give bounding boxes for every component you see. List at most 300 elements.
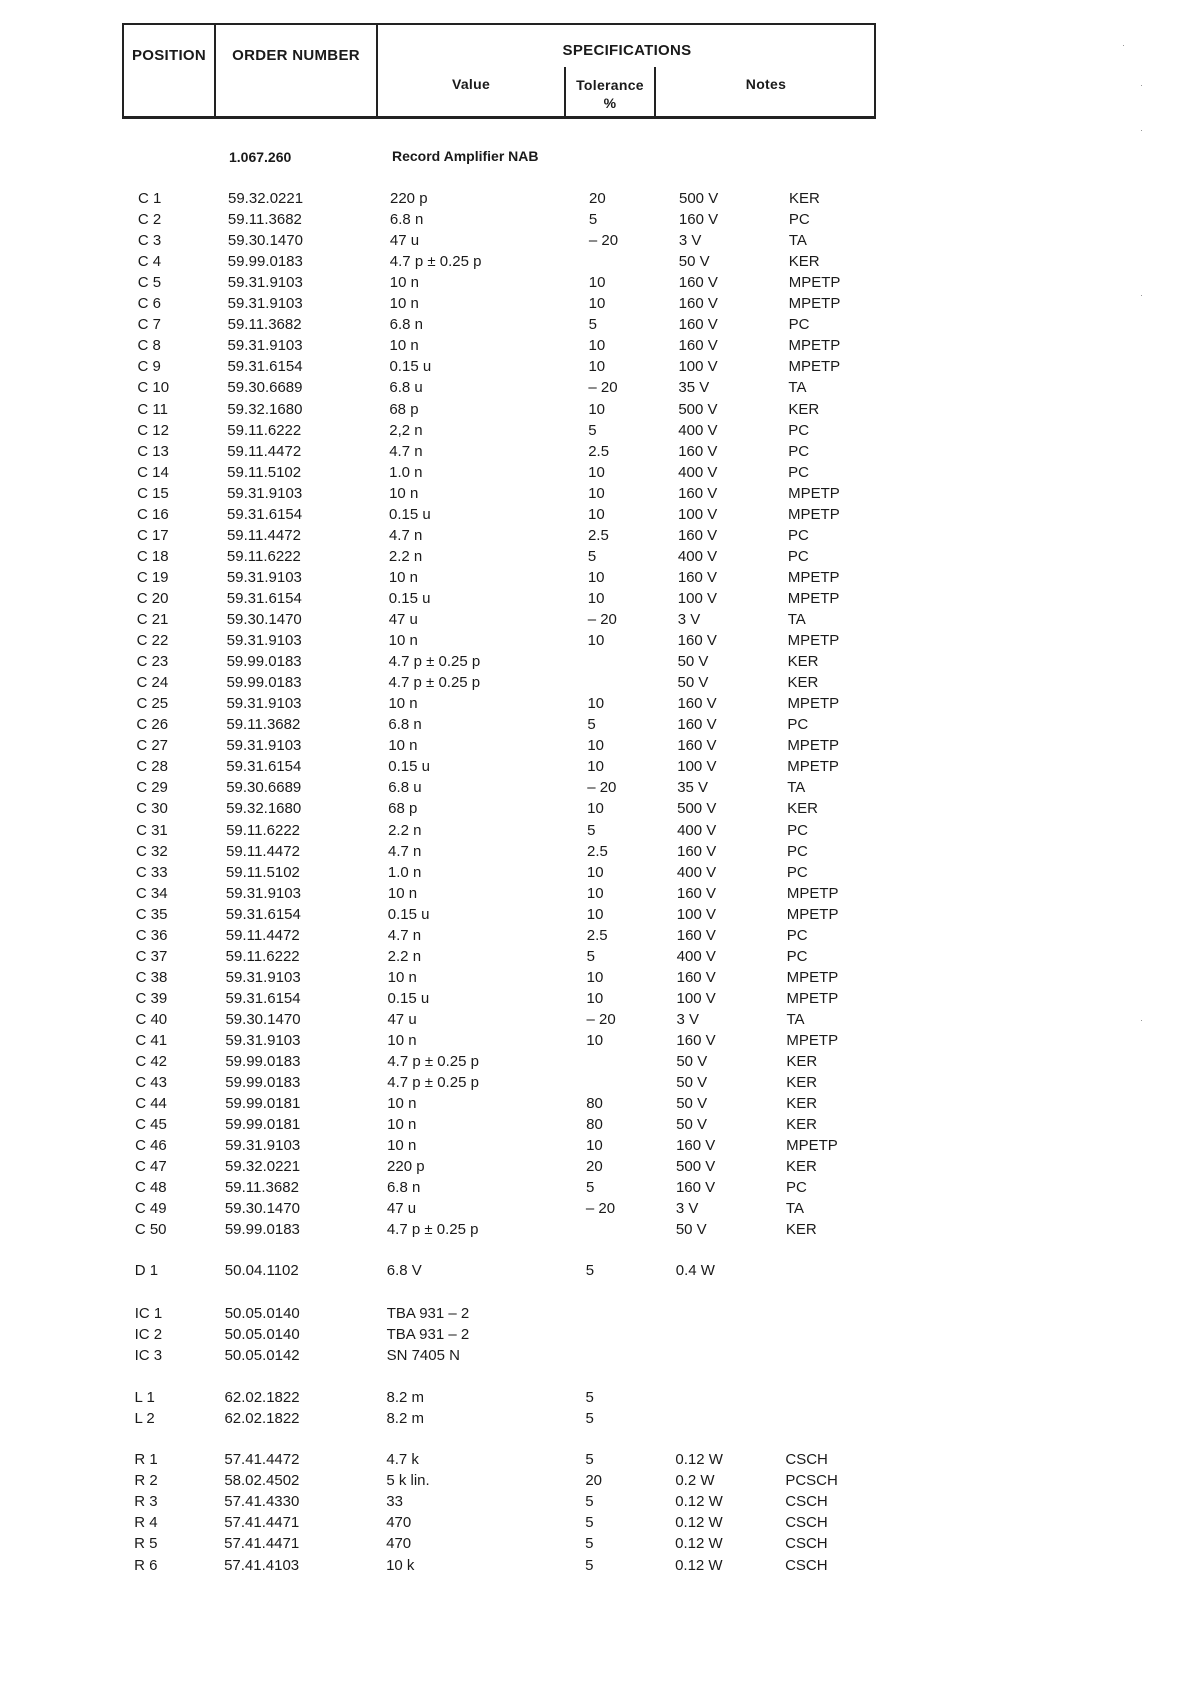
cell-tolerance: – 20 [585,1200,616,1218]
cell-value: 6.8 u [388,779,422,797]
cell-tolerance: 5 [587,547,597,565]
cell-voltage: 400 V [678,463,718,481]
cell-notes: PC [788,463,809,481]
cell-position: C 15 [137,484,169,502]
cell-position: C 49 [134,1200,167,1218]
header-notes: Notes [745,76,787,92]
cell-order: 59.30.6689 [227,379,303,397]
cell-position: C 34 [135,884,168,902]
cell-value: 10 n [387,968,417,986]
cell-value: 4.7 p ± 0.25 p [387,1074,479,1092]
header-tolerance-unit: % [603,95,617,111]
cell-notes: KER [785,1221,817,1239]
cell-tolerance: 5 [585,1514,594,1532]
cell-notes: PC [787,842,808,860]
scan-mark: · [1140,1015,1143,1025]
cell-voltage: 160 V [678,316,718,334]
cell-notes: CSCH [785,1514,828,1532]
cell-tolerance: 10 [588,337,606,355]
cell-notes: PC [788,421,810,439]
cell-tolerance: – 20 [588,232,619,250]
cell-position: C 46 [135,1137,167,1155]
cell-notes: TA [787,779,806,797]
cell-order: 59.31.9103 [226,632,302,650]
cell-order: 59.11.5102 [227,463,302,481]
cell-voltage: 160 V [677,695,717,713]
cell-position: C 37 [135,947,168,965]
cell-notes: MPETP [788,295,841,313]
cell-notes: MPETP [788,337,841,355]
cell-value: 10 n [389,295,419,313]
cell-value: SN 7405 N [386,1347,460,1364]
cell-position: R 4 [134,1514,158,1532]
cell-voltage: 50 V [678,253,710,271]
cell-value: 10 n [389,484,419,502]
cell-voltage: 100 V [678,505,718,523]
cell-order: 59.31.9103 [226,568,302,586]
cell-tolerance: 5 [585,1179,595,1197]
cell-order: 59.31.9103 [225,884,301,902]
cell-tolerance: – 20 [588,379,618,397]
cell-tolerance: 2.5 [586,926,608,944]
cell-position: C 10 [137,379,170,397]
cell-notes: MPETP [786,968,839,986]
cell-voltage: 35 V [678,379,710,397]
cell-notes: KER [786,1116,817,1134]
cell-notes: PC [787,821,808,839]
cell-value: TBA 931 – 2 [386,1326,470,1343]
cell-order: 59.31.6154 [225,989,301,1007]
scan-mark: · [1140,125,1143,135]
cell-value: 2.2 n [388,821,422,839]
cell-value: 4.7 n [388,526,423,544]
cell-position: C 35 [135,905,168,923]
cell-tolerance: – 20 [586,1010,616,1028]
cell-notes: PC [786,863,808,881]
cell-value: 2.2 n [387,947,422,965]
cell-value: 10 n [388,737,418,755]
cell-order: 59.30.6689 [226,779,302,797]
cell-value: 6.8 V [386,1262,422,1279]
cell-notes: PC [786,947,808,965]
cell-notes: KER [789,190,820,207]
cell-voltage: 100 V [678,358,718,376]
scan-mark: · [1140,290,1143,300]
cell-tolerance: 10 [588,505,605,523]
cell-value: 470 [386,1514,412,1532]
cell-value: 4.7 n [387,926,422,944]
cell-tolerance: 5 [588,211,598,229]
cell-value: 4.7 p ± 0.25 p [388,674,481,692]
column-divider [214,25,216,116]
cell-position: C 39 [135,989,168,1007]
cell-value: 10 n [387,884,418,902]
cell-order: 59.31.9103 [225,1137,301,1155]
cell-notes: PCSCH [785,1472,838,1490]
cell-tolerance: 5 [585,1262,595,1279]
cell-position: C 19 [136,568,169,586]
cell-position: L 1 [134,1389,155,1406]
cell-tolerance: 10 [586,1137,603,1155]
cell-tolerance: 10 [587,800,604,818]
cell-notes: TA [787,611,806,628]
cell-notes: MPETP [788,274,841,292]
cell-value: 0.15 u [388,758,430,776]
header-tolerance-label: Tolerance [576,77,644,93]
cell-order: 58.02.4502 [224,1472,300,1490]
cell-voltage: 0.12 W [675,1556,723,1574]
cell-notes: MPETP [786,989,839,1007]
cell-order: 50.04.1102 [224,1262,299,1279]
cell-voltage: 100 V [677,758,717,776]
cell-voltage: 160 V [675,1179,716,1197]
cell-notes: MPETP [788,358,841,376]
cell-tolerance: 80 [586,1095,603,1113]
cell-value: 4.7 p ± 0.25 p [388,653,481,671]
cell-tolerance: 2.5 [588,442,610,460]
cell-notes: CSCH [785,1556,828,1574]
cell-tolerance: 80 [586,1116,603,1134]
cell-notes: KER [786,1074,818,1092]
cell-notes: PC [787,526,809,544]
cell-order: 59.31.9103 [226,737,302,755]
section-title: Record Amplifier NAB [392,148,539,164]
cell-position: C 32 [136,842,168,860]
cell-order: 62.02.1822 [224,1410,300,1427]
cell-notes: MPETP [786,1137,838,1155]
cell-position: R 3 [134,1493,158,1511]
cell-notes: KER [787,674,819,692]
cell-order: 59.31.9103 [225,968,301,986]
cell-order: 59.11.3682 [227,316,302,334]
cell-value: 2.2 n [388,547,423,565]
cell-value: 68 p [389,400,419,418]
cell-position: C 7 [137,316,161,334]
cell-notes: CSCH [785,1451,828,1468]
cell-order: 59.32.0221 [225,1158,301,1176]
cell-order: 59.32.1680 [226,800,302,818]
cell-notes: MPETP [786,1032,839,1049]
cell-position: C 27 [136,737,168,755]
cell-position: C 17 [136,526,169,544]
cell-notes: MPETP [787,695,840,713]
cell-notes: PC [786,926,808,944]
cell-position: C 36 [135,926,168,944]
cell-value: 4.7 k [386,1451,419,1468]
cell-notes: KER [786,1053,818,1071]
cell-tolerance: 10 [587,737,604,755]
cell-position: C 42 [135,1053,168,1071]
cell-order: 59.99.0181 [225,1095,301,1113]
cell-voltage: 160 V [678,484,718,502]
cell-position: C 12 [137,421,169,439]
cell-order: 59.31.6154 [225,905,301,923]
cell-notes: PC [785,1179,807,1197]
cell-position: C 33 [135,863,168,881]
cell-tolerance: 10 [586,1032,604,1049]
cell-position: IC 3 [134,1347,163,1364]
cell-notes: KER [788,400,820,418]
cell-position: L 2 [134,1410,155,1427]
cell-value: 0.15 u [389,358,432,376]
cell-position: C 50 [134,1221,167,1239]
cell-value: 6.8 u [389,379,423,397]
cell-value: 5 k lin. [386,1472,430,1490]
cell-value: 6.8 n [386,1179,421,1197]
cell-voltage: 50 V [675,1221,707,1239]
cell-notes: TA [785,1200,804,1218]
cell-order: 59.30.1470 [224,1200,300,1218]
cell-position: R 2 [134,1472,158,1490]
cell-order: 59.31.6154 [227,358,303,376]
cell-notes: MPETP [786,905,839,923]
cell-order: 62.02.1822 [224,1389,300,1406]
cell-order: 50.05.0140 [224,1305,300,1322]
cell-voltage: 160 V [677,716,717,734]
cell-voltage: 0.12 W [675,1493,723,1511]
cell-order: 50.05.0142 [224,1347,300,1364]
cell-order: 59.11.6222 [225,947,300,965]
cell-position: C 22 [136,632,169,650]
cell-order: 59.31.9103 [226,695,302,713]
cell-notes: PC [788,316,810,334]
cell-value: 1.0 n [387,863,422,881]
cell-position: C 40 [135,1010,168,1028]
cell-position: C 3 [137,232,162,250]
cell-position: C 30 [136,800,168,818]
cell-tolerance: 5 [585,1410,594,1427]
cell-position: C 8 [137,337,161,355]
cell-voltage: 0.12 W [675,1451,723,1468]
cell-notes: KER [786,1095,818,1113]
cell-value: 10 n [389,337,419,355]
cell-position: C 26 [136,716,169,734]
cell-order: 59.11.4472 [225,926,300,944]
cell-value: 2,2 n [389,421,423,439]
cell-value: 470 [386,1535,412,1553]
cell-value: 10 n [388,695,418,713]
cell-order: 57.41.4103 [224,1556,300,1574]
cell-value: 0.15 u [388,589,431,607]
cell-order: 59.11.3682 [226,716,301,734]
cell-tolerance: – 20 [587,611,617,628]
cell-position: C 28 [136,758,168,776]
cell-order: 59.99.0183 [225,1074,301,1092]
cell-tolerance: 10 [588,358,606,376]
cell-tolerance: 20 [589,190,606,207]
cell-position: IC 2 [134,1326,163,1343]
cell-position: C 14 [137,463,169,481]
cell-tolerance: 5 [585,1451,594,1468]
cell-voltage: 160 V [676,968,716,986]
cell-order: 57.41.4471 [224,1535,300,1553]
cell-value: 6.8 n [389,316,423,334]
cell-order: 59.99.0183 [225,1053,301,1071]
cell-position: R 6 [134,1556,158,1574]
cell-value: 47 u [389,232,420,250]
cell-value: 6.8 n [388,716,422,734]
cell-notes: TA [788,232,807,250]
cell-value: 8.2 m [386,1389,425,1406]
cell-tolerance: 10 [588,463,605,481]
cell-order: 50.05.0140 [224,1326,300,1343]
cell-order: 59.31.6154 [226,758,302,776]
cell-voltage: 50 V [676,1074,708,1092]
cell-value: 4.7 p ± 0.25 p [386,1221,479,1239]
cell-position: C 25 [136,695,169,713]
cell-position: C 13 [137,442,169,460]
cell-value: 10 n [387,1032,417,1049]
cell-position: C 21 [136,611,169,628]
cell-voltage: 0.4 W [675,1262,715,1279]
cell-order: 59.32.0221 [228,190,304,207]
cell-voltage: 50 V [676,1095,708,1113]
cell-value: 47 u [388,611,418,628]
cell-voltage: 0.12 W [675,1514,723,1532]
cell-value: 220 p [390,190,428,207]
cell-tolerance: 5 [587,821,596,839]
scan-mark: · [1122,40,1125,50]
cell-position: C 5 [137,274,162,292]
cell-tolerance: 10 [587,632,605,650]
cell-tolerance: 5 [585,1389,594,1406]
cell-tolerance: 5 [585,1556,594,1574]
header-order-number: ORDER NUMBER [232,47,360,64]
cell-order: 59.11.6222 [227,421,302,439]
cell-tolerance: 10 [586,863,604,881]
cell-notes: MPETP [787,589,840,607]
cell-order: 59.32.1680 [227,400,303,418]
cell-notes: MPETP [787,758,839,776]
cell-voltage: 3 V [675,1200,699,1218]
cell-order: 59.30.1470 [225,1010,301,1028]
cell-position: C 23 [136,653,169,671]
cell-order: 59.99.0181 [225,1116,301,1134]
cell-value: 4.7 p ± 0.25 p [389,253,482,271]
cell-tolerance: 10 [588,400,606,418]
cell-value: 220 p [387,1158,425,1176]
cell-position: C 44 [135,1095,167,1113]
cell-notes: MPETP [787,568,840,586]
cell-position: C 38 [135,968,168,986]
cell-value: 33 [386,1493,403,1511]
cell-voltage: 50 V [677,674,709,692]
cell-order: 59.31.6154 [227,505,303,523]
cell-position: C 6 [137,295,162,313]
cell-voltage: 160 V [676,1032,716,1049]
cell-voltage: 160 V [677,526,718,544]
cell-tolerance: 10 [587,758,604,776]
cell-order: 59.31.9103 [225,1032,301,1049]
cell-notes: MPETP [786,884,839,902]
cell-position: C 4 [137,253,162,271]
cell-value: 47 u [386,1200,417,1218]
cell-voltage: 100 V [676,905,716,923]
cell-voltage: 160 V [676,884,717,902]
cell-position: IC 1 [134,1305,163,1322]
cell-tolerance: – 20 [587,779,617,797]
cell-tolerance: 5 [585,1493,594,1511]
cell-voltage: 35 V [677,779,709,797]
cell-tolerance: 5 [585,1535,594,1553]
scan-mark: · [1140,80,1143,90]
cell-voltage: 160 V [678,295,718,313]
cell-tolerance: 10 [588,295,606,313]
cell-voltage: 100 V [677,589,717,607]
cell-order: 59.11.3682 [227,211,302,229]
cell-tolerance: 2.5 [587,526,609,544]
cell-order: 57.41.4330 [224,1493,300,1511]
cell-tolerance: 20 [585,1472,602,1490]
cell-voltage: 50 V [676,1053,708,1071]
cell-order: 59.11.4472 [227,442,302,460]
cell-order: 59.99.0183 [224,1221,300,1239]
cell-order: 59.11.4472 [226,526,301,544]
cell-order: 57.41.4471 [224,1514,300,1532]
cell-voltage: 500 V [676,1158,716,1176]
cell-voltage: 500 V [677,800,717,818]
cell-value: 4.7 n [389,442,423,460]
cell-value: TBA 931 – 2 [386,1305,470,1322]
cell-position: R 1 [134,1451,158,1468]
cell-notes: TA [788,379,807,397]
cell-tolerance: 5 [588,421,597,439]
cell-voltage: 160 V [678,442,718,460]
cell-order: 59.31.9103 [227,274,303,292]
cell-notes: PC [787,716,809,734]
cell-voltage: 160 V [678,211,719,229]
cell-voltage: 160 V [676,1137,716,1155]
cell-position: C 48 [134,1179,167,1197]
cell-notes: KER [787,800,818,818]
cell-position: C 9 [137,358,161,376]
cell-tolerance: 10 [588,484,605,502]
cell-position: C 20 [136,589,169,607]
cell-position: C 18 [136,547,169,565]
cell-tolerance: 10 [586,989,604,1007]
cell-notes: CSCH [785,1535,828,1553]
cell-order: 59.31.9103 [227,484,303,502]
cell-value: 0.15 u [387,905,430,923]
cell-value: 6.8 n [389,211,424,229]
header-position: POSITION [131,47,207,64]
cell-position: C 29 [136,779,168,797]
cell-voltage: 3 V [678,232,702,250]
cell-voltage: 400 V [676,947,716,965]
cell-value: 10 k [386,1556,415,1574]
cell-tolerance: 10 [586,884,604,902]
cell-voltage: 100 V [676,989,716,1007]
cell-tolerance: 5 [588,316,597,334]
cell-tolerance: 10 [586,968,604,986]
cell-notes: MPETP [787,737,839,755]
cell-tolerance: 20 [586,1158,603,1176]
section-order-number: 1.067.260 [229,149,292,165]
cell-value: 10 n [388,632,418,650]
cell-position: C 24 [136,674,169,692]
cell-notes: PC [788,442,810,460]
cell-voltage: 160 V [677,632,717,650]
cell-voltage: 160 V [677,842,717,860]
cell-position: R 5 [134,1535,158,1553]
cell-value: 10 n [388,568,419,586]
cell-notes: PC [787,547,809,565]
cell-tolerance: 2.5 [587,842,608,860]
cell-notes: PC [788,211,810,229]
cell-voltage: 400 V [676,863,717,881]
cell-order: 59.11.6222 [226,821,301,839]
header-value: Value [451,76,491,92]
